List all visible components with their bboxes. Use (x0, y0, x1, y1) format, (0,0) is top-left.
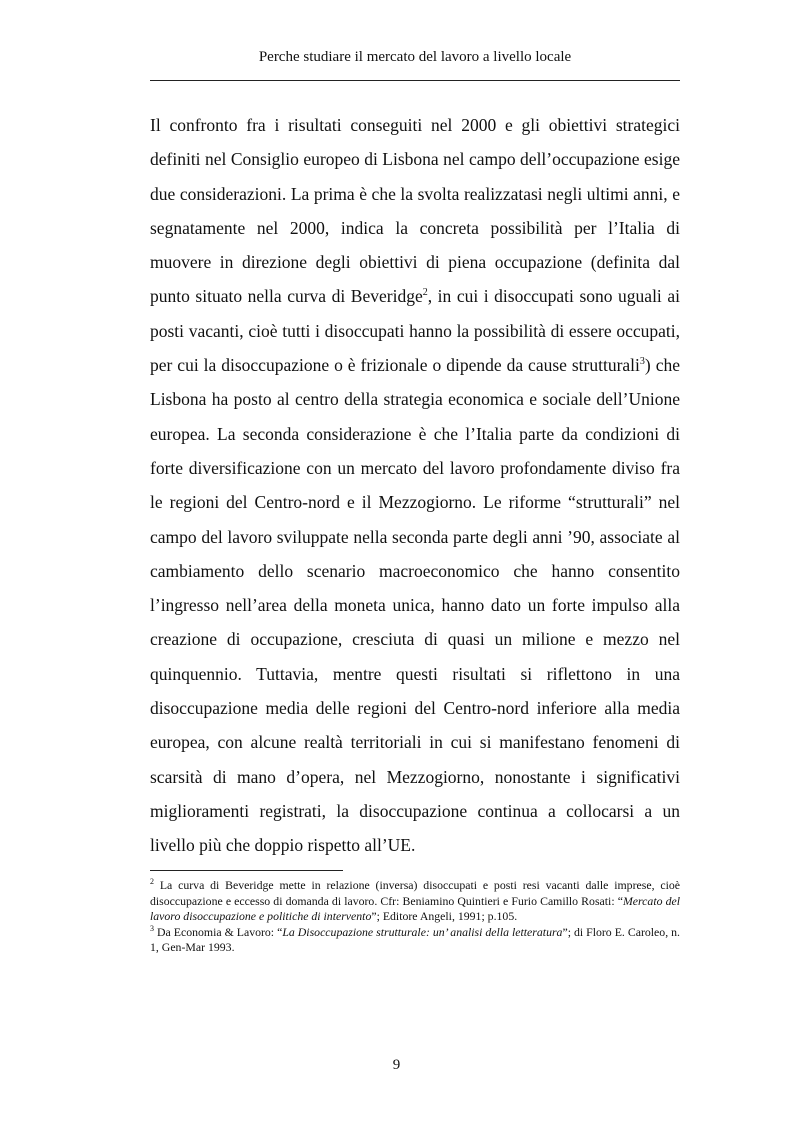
footnote-3 (150, 925, 680, 956)
footnote-ref-2[interactable]: 2 (422, 287, 428, 299)
body-text-part-3: ) che Lisbona ha posto al centro della strategia economica e sociale dell’Unione europea. La seconda considerazione è che l’Italia parte da condizioni di forte diversificazione con un mercato del lavoro profondamente diviso fra le regioni del Centro-nord e il Mezzogiorno. Le riforme “strutturali” nel campo del lavoro sviluppate nella seconda parte degli anni ’90, associate al cambiamento dello scenario macroeconomico che hanno consentito l’ingresso nell’area della moneta unica, hanno dato un forte impulso alla creazione di occupazione, cresciuta di quasi un milione e mezzo nel quinquennio. Tuttavia, mentre questi risultati si riflettono in una disoccupazione media delle regioni del Centro-nord inferiore alla media europea, con alcune realtà territoriali in cui si manifestano fenomeni di scarsità di mano d’opera, nel Mezzogiorno, nonostante i significativi miglioramenti registrati, la disoccupazione continua a collocarsi a un livello più che doppio rispetto all’UE. (150, 355, 680, 856)
footnote-2 (150, 878, 680, 925)
footnote-marker: 3 (150, 923, 154, 933)
footnote-divider (150, 870, 343, 871)
footnote-ref-3[interactable]: 3 (639, 356, 645, 368)
footnote-text: Da Economia & Lavoro: “ (154, 924, 283, 939)
page-number: 9 (392, 1057, 401, 1073)
running-header: Perche studiare il mercato del lavoro a livello locale (258, 49, 572, 65)
footnote-title: La Disoccupazione strutturale: un’ analisi della letteratura (282, 924, 563, 939)
footnote-marker: 2 (150, 877, 154, 887)
body-text (150, 108, 680, 863)
footnotes (150, 878, 680, 956)
body-text-part-2: , in cui i disoccupati sono uguali ai posti vacanti, cioè tutti i disoccupati hanno la possibilità di essere occupati, per cui la disoccupazione o è frizionale o dipende da cause strutturali (150, 286, 680, 376)
footnote-text-end: ”; Editore Angeli, 1991; p.105. (371, 909, 518, 924)
body-paragraph (150, 108, 680, 863)
body-text-part-1: Il confronto fra i risultati conseguiti nel 2000 e gli obiettivi strategici definiti nel Consiglio europeo di Lisbona nel campo dell’occupazione esige due considerazioni. La prima è che la svolta realizzatasi negli ultimi anni, e segnatamente nel 2000, indica la concreta possibilità per l’Italia di muovere in direzione degli obiettivi di piena occupazione (definita dal punto situato nella curva di Beveridge (150, 115, 680, 307)
header-divider (150, 80, 680, 81)
footnote-title: Mercato del lavoro disoccupazione e politiche di intervento (150, 893, 681, 924)
footnote-text-end: ”; di Floro E. Caroleo, n. 1, Gen-Mar 1993. (150, 924, 680, 955)
footnote-text: La curva di Beveridge mette in relazione (inversa) disoccupati e posti resi vacanti dalle imprese, cioè disoccupazione e eccesso di domanda di lavoro. Cfr: Beniamino Quintieri e Furio Camillo Rosati: “ (150, 878, 680, 908)
